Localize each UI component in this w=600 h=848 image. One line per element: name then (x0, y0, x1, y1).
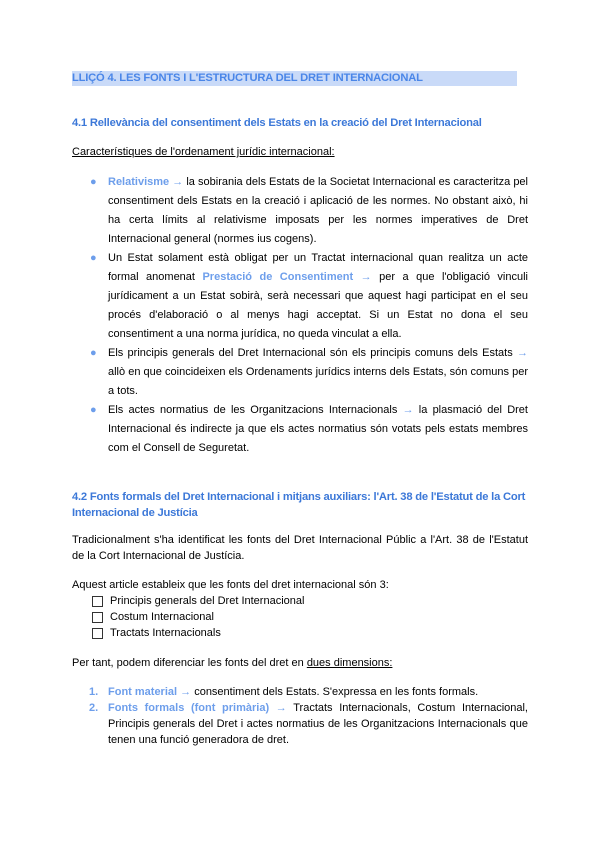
checkbox-icon[interactable] (92, 596, 103, 607)
bullet-icon: ● (90, 404, 97, 416)
list-item: ● Un Estat solament està obligat per un Tractat internacional quan realitza un acte formal anomenat Prestació de Consentiment → per a que l'obligació vinculi jurídicament a un Estat sobirà, serà necessari que aquest hagi participat en el seu procés d'elaboració o al menys hagi acceptat. Si un Estat no dona el seu consentiment a una norma jurídica, no queda vinculat a ella. (72, 249, 528, 344)
paragraph: Per tant, podem diferenciar les fonts del dret en dues dimensions: (72, 657, 393, 669)
checkbox-icon[interactable] (92, 612, 103, 623)
lesson-title: LLIÇÓ 4. LES FONTS I L'ESTRUCTURA DEL DRET INTERNACIONAL (72, 71, 517, 86)
section-heading-4-1: 4.1 Rellevància del consentiment dels Estats en la creació del Dret Internacional (72, 117, 482, 129)
checkbox-icon[interactable] (92, 628, 103, 639)
checklist-item[interactable]: Costum Internacional (72, 609, 528, 625)
checklist-item[interactable]: Principis generals del Dret Internacional (72, 593, 528, 609)
list-item: ● Els actes normatius de les Organitzacions Internacionals → la plasmació del Dret Internacional és indirecte ja que els actes normatius són votats pels estats membres com el Consell de Seguretat. (72, 401, 528, 458)
bullet-icon: ● (90, 252, 97, 264)
bullet-icon: ● (90, 176, 97, 188)
list-item: ● Relativisme → la sobirania dels Estats de la Societat Internacional es caracteritza pel consentiment dels Estats en la creació i aplicació de les normes. No obstant això, hi ha certa límits al relativisme imposats per les normes imperatives de Dret Internacional general (normes ius cogens). (72, 173, 528, 249)
list-item: ● Els principis generals del Dret Internacional són els principis comuns dels Estats → allò en que coincideixen els Ordenaments jurídics interns dels Estats, són comuns per a tots. (72, 344, 528, 401)
paragraph: Aquest article estableix que les fonts del dret internacional són 3: (72, 579, 389, 591)
subtitle: Característiques de l'ordenament jurídic internacional: (72, 146, 335, 158)
list-item: 1. Font material → consentiment dels Estats. S'expressa en les fonts formals. (89, 686, 479, 698)
list-item: 2. Fonts formals (font primària) → Tractats Internacionals, Costum Internacional, Principis generals del Dret i actes normatius de les Organitzacions Internacionals que tenen una funció generadora de dret. (89, 702, 528, 746)
numbered-list (72, 684, 528, 748)
checklist (72, 593, 528, 641)
paragraph: Tradicionalment s'ha identificat les fonts del Dret Internacional Públic a l'Art. 38 de l'Estatut de la Cort Internacional de Justícia. (72, 534, 528, 562)
section-heading-4-2: 4.2 Fonts formals del Dret Internacional i mitjans auxiliars: l'Art. 38 de l'Estatut de la Cort Internacional de Justícia (72, 491, 526, 519)
checklist-item[interactable]: Tractats Internacionals (72, 625, 528, 641)
bullet-icon: ● (90, 347, 97, 359)
bullet-list (72, 173, 528, 458)
